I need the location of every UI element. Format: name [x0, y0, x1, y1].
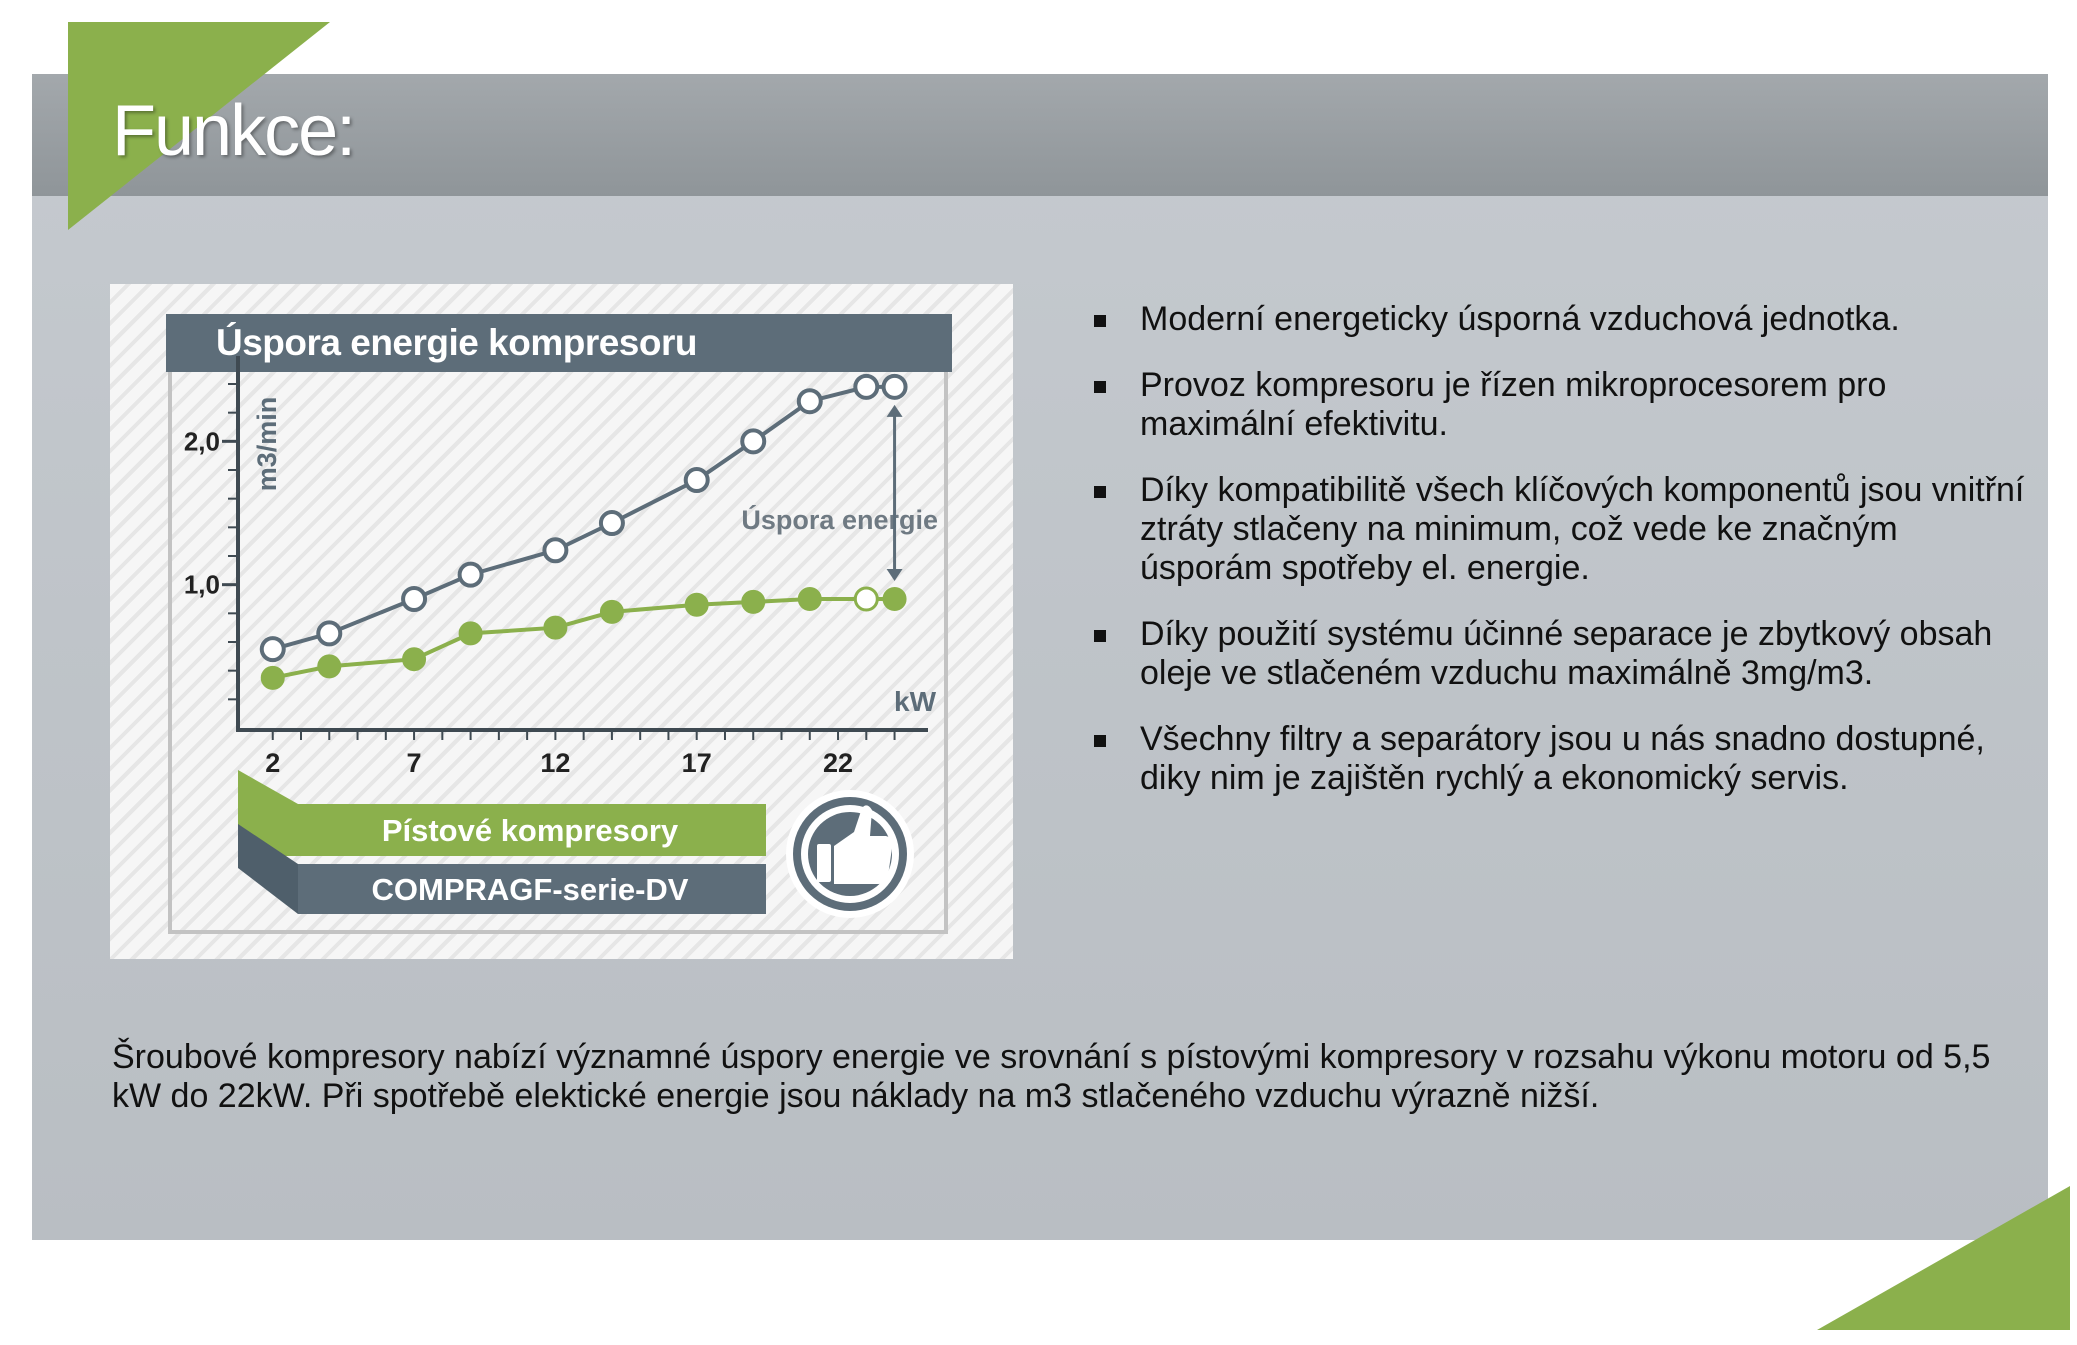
data-point [742, 430, 764, 452]
x-tick-label: 17 [681, 748, 712, 778]
x-ticks [265, 748, 853, 778]
savings-arrow-head-down [887, 569, 903, 581]
data-point [884, 376, 906, 398]
bullet-square-icon [1094, 381, 1106, 393]
legend-label-pistove: Pístové kompresory [381, 813, 679, 848]
bullet-square-icon [1094, 315, 1106, 327]
list-item: Díky kompatibilitě všech klíčových komponentů jsou vnitřní ztráty stlačeny na minimum, což vede ke značným úsporám spotřeby el. energie. [1092, 471, 2032, 588]
bullet-square-icon [1094, 486, 1106, 498]
footer-text: Šroubové kompresory nabízí významné úspory energie ve srovnání s pístovými kompresory v rozsahu výkonu motoru od 5,5 kW do 22kW. Při spotřebě elektické energie jsou náklady na m3 stlačeného vzduchu výrazně nižší. [112, 1038, 1991, 1115]
list-item: Všechny filtry a separátory jsou u nás snadno dostupné, diky nim je zajištěn rychlý a ekonomický servis. [1092, 720, 2032, 798]
data-point [601, 601, 623, 623]
bullet-square-icon [1094, 735, 1106, 747]
data-point [601, 512, 623, 534]
chart-svg [110, 284, 1013, 959]
data-point [460, 622, 482, 644]
x-tick-label: 12 [540, 748, 571, 778]
y-tick-label: 2,0 [183, 426, 220, 457]
data-point [686, 594, 708, 616]
list-item: Provoz kompresoru je řízen mikroprocesorem pro maximální efektivitu. [1092, 366, 2032, 444]
chart-axes [228, 356, 928, 740]
list-item: Moderní energeticky úsporná vzduchová jednotka. [1092, 300, 2032, 339]
data-point [403, 588, 425, 610]
x-tick-label: 2 [265, 748, 281, 778]
data-point [318, 622, 340, 644]
legend-label-compragf: COMPRAGF-serie-DV [371, 872, 689, 907]
data-point [403, 648, 425, 670]
data-point [855, 588, 877, 610]
bullet-square-icon [1094, 630, 1106, 642]
data-point [544, 617, 566, 639]
chart-title: Úspora energie kompresoru [216, 322, 697, 363]
x-tick-label: 22 [823, 748, 854, 778]
data-point [799, 390, 821, 412]
feature-list [1092, 300, 2032, 825]
savings-annotation-label: Úspora energie [741, 505, 938, 535]
y-axis-label: m3/min [252, 396, 282, 492]
data-point [262, 638, 284, 660]
savings-arrow-head-up [887, 405, 903, 417]
data-point [884, 588, 906, 610]
data-point [742, 591, 764, 613]
thumbs-up-icon [786, 790, 914, 918]
data-point [686, 469, 708, 491]
y-tick-label: 1,0 [183, 569, 220, 600]
savings-annotation [741, 405, 938, 581]
x-axis-label: kW [894, 686, 936, 717]
data-point [855, 376, 877, 398]
data-point [262, 667, 284, 689]
y-ticks [184, 426, 238, 599]
data-point [318, 655, 340, 677]
data-point [460, 564, 482, 586]
legend [238, 770, 766, 914]
list-item: Díky použití systému účinné separace je zbytkový obsah oleje ve stlačeném vzduchu maximálně 3mg/m3. [1092, 615, 2032, 693]
x-tick-label: 7 [406, 748, 422, 778]
page-title: Funkce: [112, 91, 355, 171]
data-point [799, 588, 821, 610]
data-point [544, 539, 566, 561]
series-line-1 [273, 599, 895, 678]
chart-card [110, 284, 1013, 959]
